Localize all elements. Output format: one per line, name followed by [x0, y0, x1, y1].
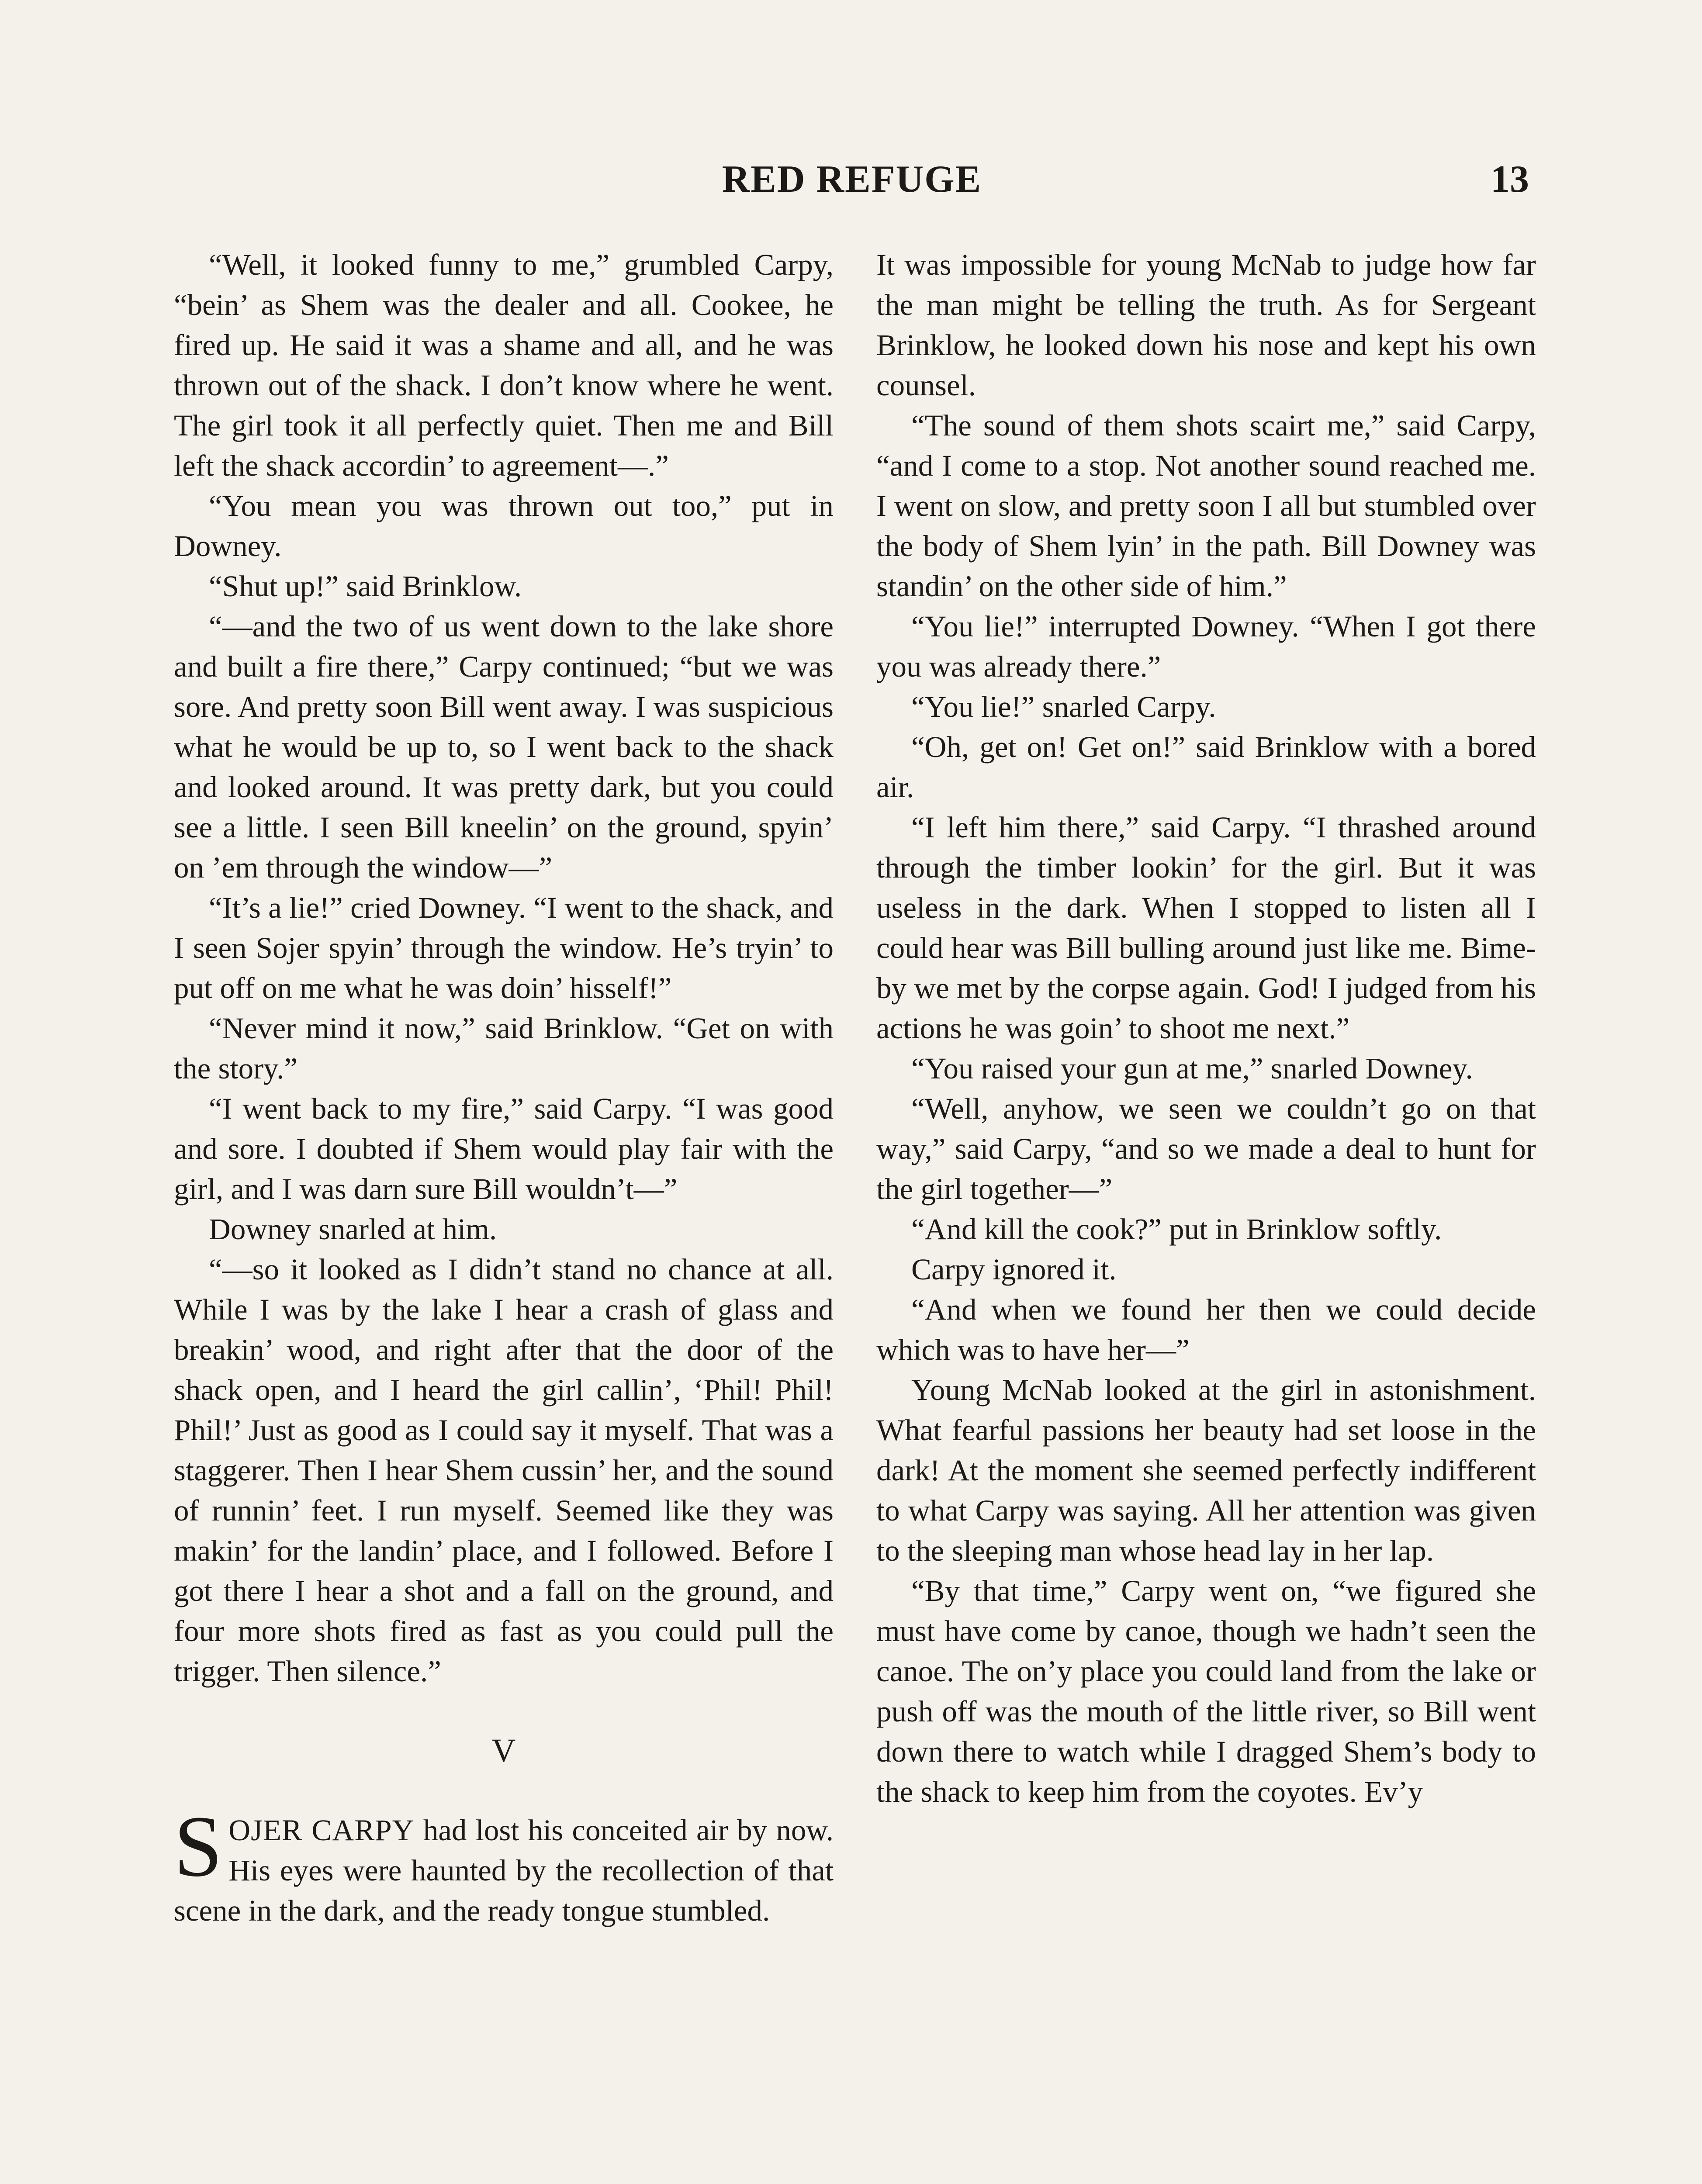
paragraph: “The sound of them shots scairt me,” said Carpy, “and I come to a stop. Not another sound reached me. I went on slow, and pretty soon I all but stumbled over the body of Shem lyin’ in the path. Bill Downey was standin’ on the other side of him.” [876, 409, 1536, 603]
paragraph: “And when we found her then we could decide which was to have her—” [876, 1293, 1536, 1366]
paragraph: “Shut up!” said Brinklow. [209, 570, 522, 603]
paragraph: “You raised your gun at me,” snarled Downey. [911, 1052, 1473, 1085]
paragraph: “It’s a lie!” cried Downey. “I went to the shack, and I seen Sojer spyin’ through the window. He’s tryin’ to put off on me what he was doin’ hisself!” [174, 891, 834, 1005]
small-caps-lead: OJER CARPY [228, 1814, 415, 1847]
paragraph: “Never mind it now,” said Brinklow. “Get on with the story.” [174, 1012, 834, 1085]
paragraph: Downey snarled at him. [209, 1213, 497, 1246]
continued-paragraph: It was impossible for young McNab to judge how far the man might be telling the truth. As for Sergeant Brinklow, he looked down his nose and kept his own counsel. [876, 248, 1536, 402]
paragraph: “By that time,” Carpy went on, “we figured she must have come by canoe, though we hadn’t seen the canoe. The on’y place you could land from the lake or push off was the mouth of the little river, so Bill went down there to watch while I dragged Shem’s body to the shack to keep him from the coyotes. Ev’y [876, 1574, 1536, 1808]
paragraph: “Oh, get on! Get on!” said Brinklow with a bored air. [876, 730, 1536, 804]
left-column [174, 245, 834, 1931]
paragraph: “You mean you was thrown out too,” put in Downey. [174, 489, 834, 563]
paragraph: Carpy ignored it. [911, 1253, 1117, 1286]
paragraph: “Well, it looked funny to me,” grumbled Carpy, “bein’ as Shem was the dealer and all. Cookee, he fired up. He said it was a shame and all, and he was thrown out of the shack. I don’t know where he went. The girl took it all perfectly quiet. Then me and Bill left the shack accordin’ to agreement—.” [174, 248, 834, 482]
page-header [0, 157, 1702, 210]
paragraph: “—so it looked as I didn’t stand no chance at all. While I was by the lake I hear a crash of glass and breakin’ wood, and right after that the door of the shack open, and I heard the girl callin’, ‘Phil! Phil! Phil!’ Just as good as I could say it myself. That was a staggerer. Then I hear Shem cussin’ her, and the sound of runnin’ feet. I run myself. Seemed like they was makin’ for the landin’ place, and I followed. Before I got there I hear a shot and a fall on the ground, and four more shots fired as fast as you could pull the trigger. Then silence.” [174, 1253, 834, 1688]
paragraph: Young McNab looked at the girl in astonishment. What fearful passions her beauty had set loose in the dark! At the moment she seemed perfectly indifferent to what Carpy was saying. All her attention was given to the sleeping man whose head lay in her lap. [876, 1373, 1536, 1567]
paragraph: “Well, anyhow, we seen we couldn’t go on that way,” said Carpy, “and so we made a deal to hunt for the girl together—” [876, 1092, 1536, 1206]
paragraph: “You lie!” snarled Carpy. [911, 690, 1216, 723]
paragraph-text: had lost his conceited air by now. His eyes were haunted by the recollection of that scene in the dark, and the ready tongue stumbled. [174, 1814, 834, 1927]
paragraph: “I went back to my fire,” said Carpy. “I was good and sore. I doubted if Shem would play fair with the girl, and I was darn sure Bill wouldn’t—” [174, 1092, 834, 1206]
drop-cap: S [174, 1798, 223, 1895]
section-opening-paragraph [174, 1798, 834, 1931]
paragraph: “You lie!” interrupted Downey. “When I got there you was already there.” [876, 610, 1536, 683]
section-number: V [491, 1732, 516, 1769]
right-column [876, 245, 1536, 1812]
running-title: RED REFUGE [722, 158, 982, 200]
paragraph: “—and the two of us went down to the lake shore and built a fire there,” Carpy continued; “but we was sore. And pretty soon Bill went away. I was suspicious what he would be up to, so I went back to the shack and looked around. It was pretty dark, but you could see a little. I seen Bill kneelin’ on the ground, spyin’ on ’em through the window—” [174, 610, 834, 884]
page-number: 13 [1491, 158, 1529, 200]
paragraph: “I left him there,” said Carpy. “I thrashed around through the timber lookin’ for the girl. But it was useless in the dark. When I stopped to listen all I could hear was Bill bulling around just like me. Bime-by we met by the corpse again. God! I judged from his actions he was goin’ to shoot me next.” [876, 811, 1536, 1045]
paragraph: “And kill the cook?” put in Brinklow softly. [911, 1213, 1442, 1246]
